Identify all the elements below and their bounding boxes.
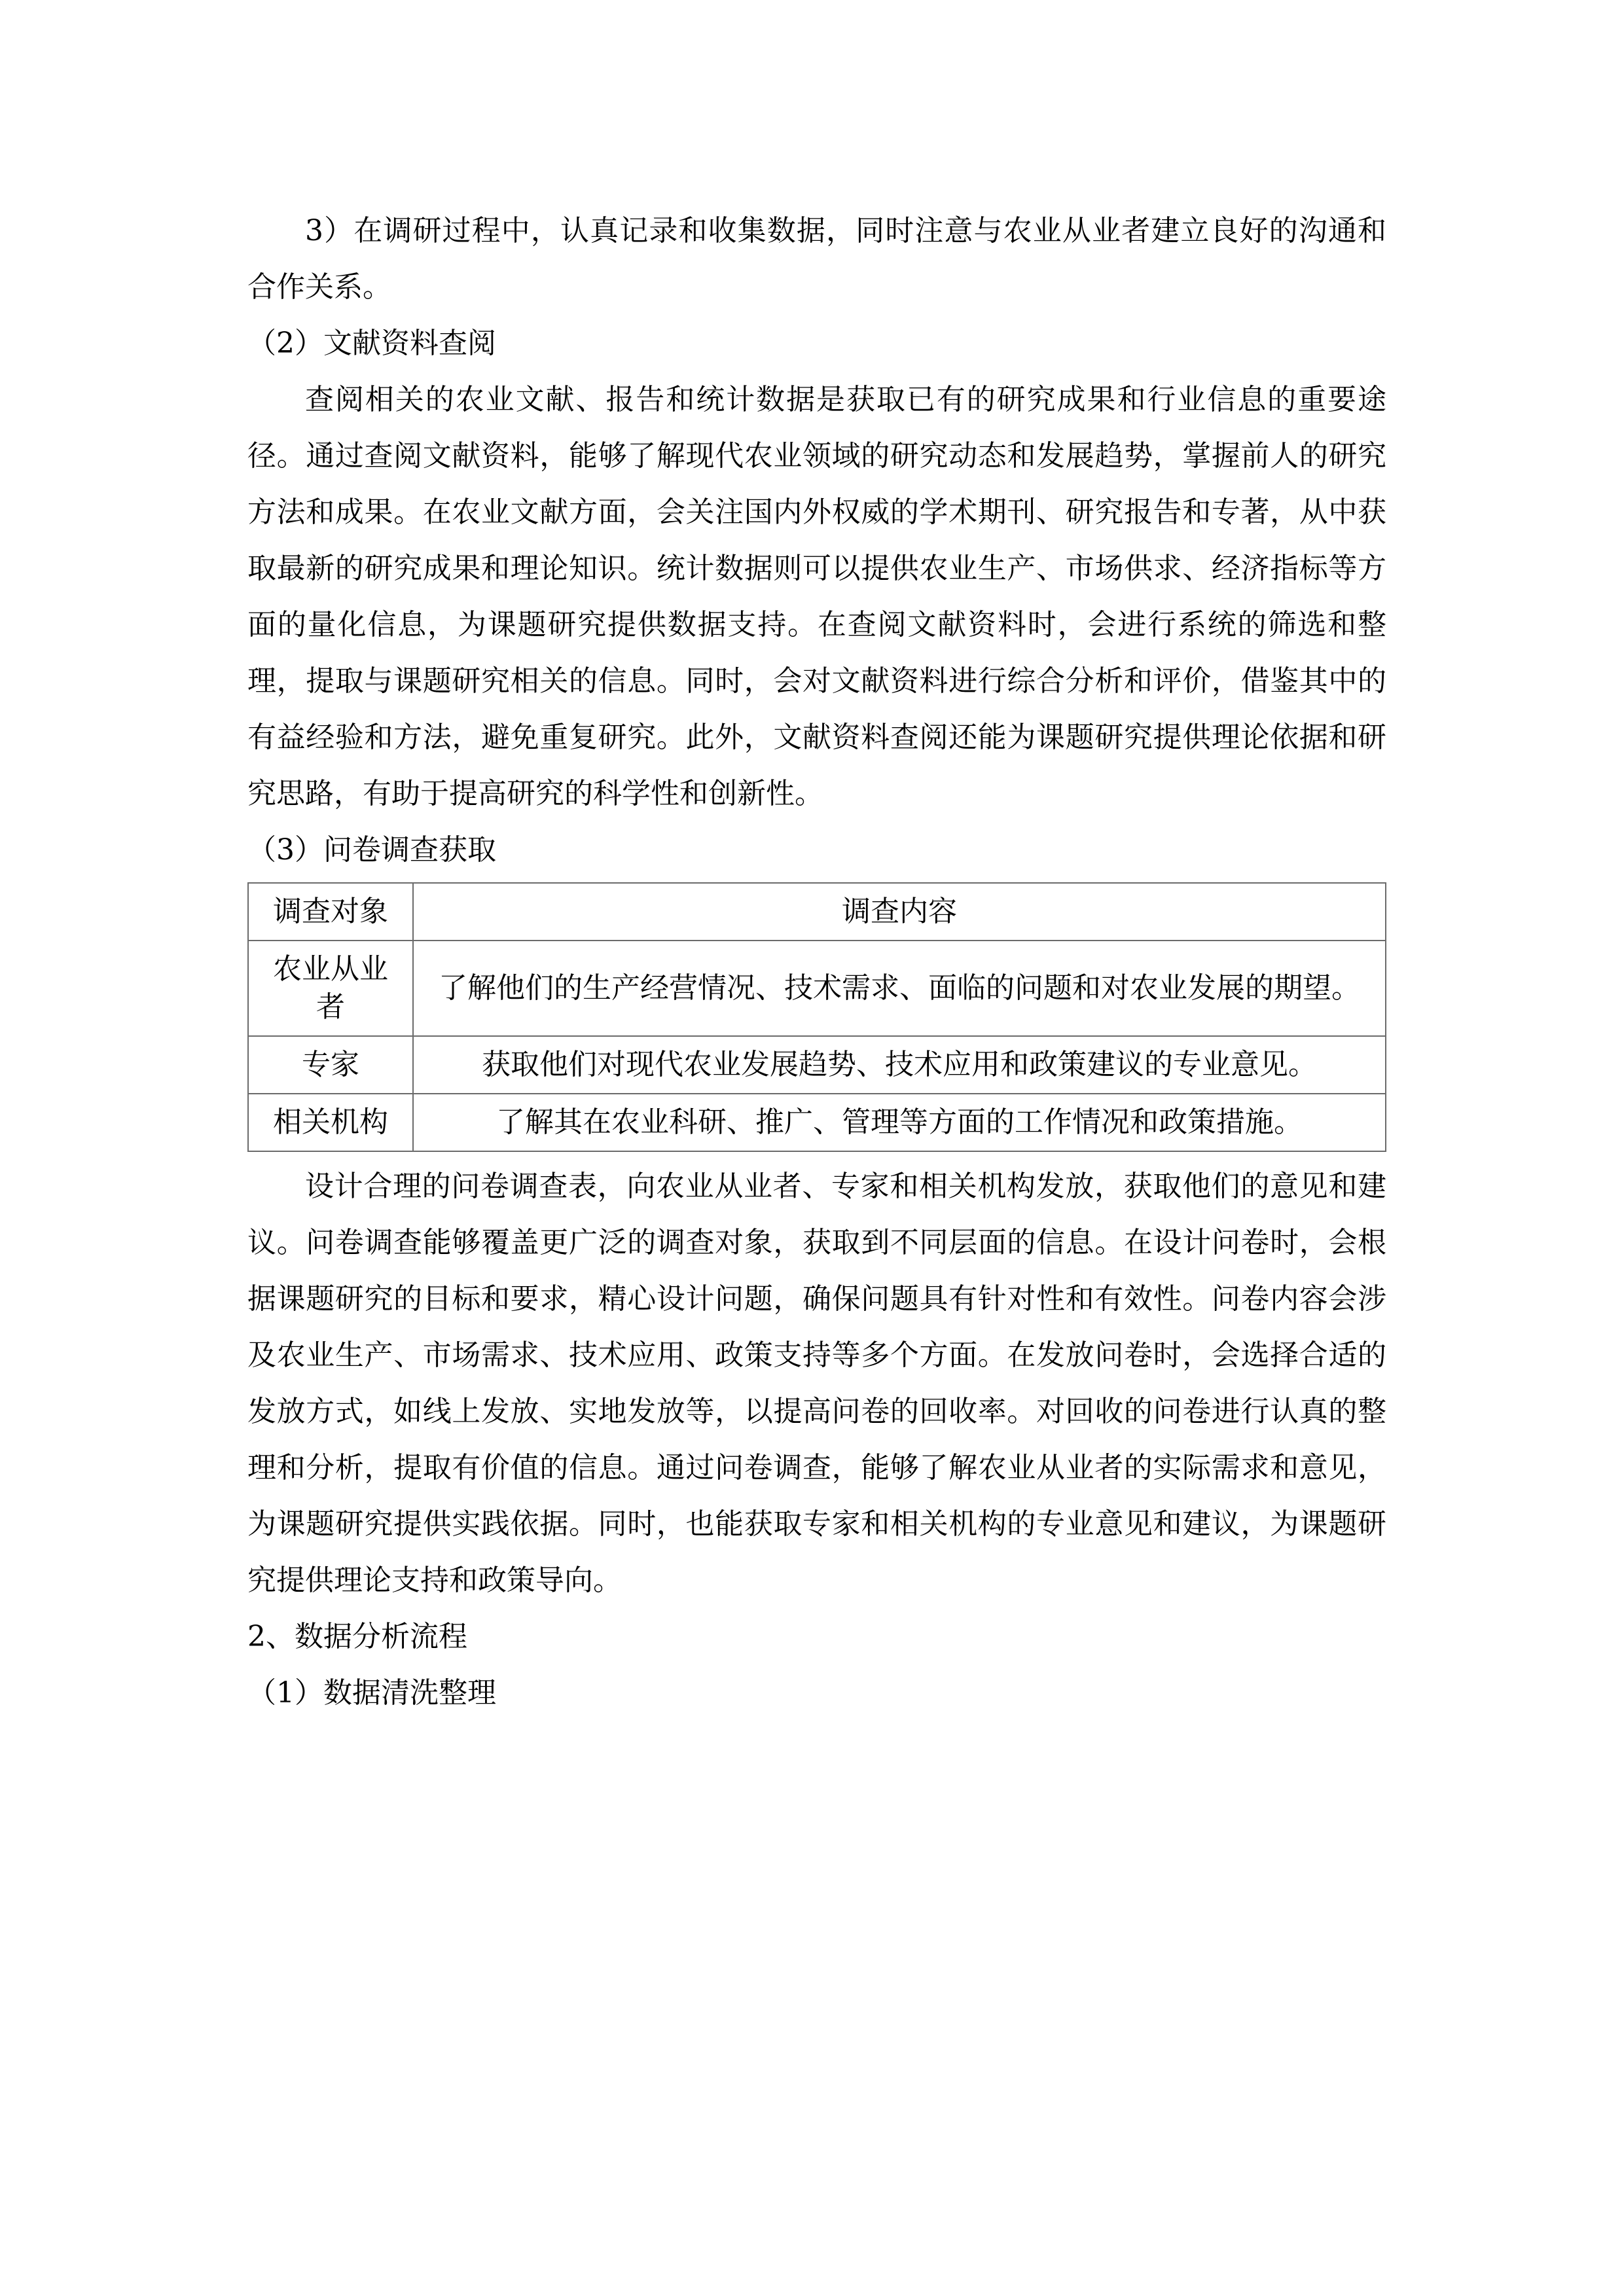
heading-data-analysis: 2、数据分析流程 (247, 1620, 467, 1653)
table-cell-object: 专家 (248, 1036, 413, 1094)
table-cell-content: 获取他们对现代农业发展趋势、技术应用和政策建议的专业意见。 (413, 1036, 1386, 1094)
table-cell-object: 农业从业者 (248, 941, 413, 1036)
table-cell-content: 了解其在农业科研、推广、管理等方面的工作情况和政策措施。 (413, 1094, 1386, 1151)
paragraph-questionnaire: 设计合理的问卷调查表，向农业从业者、专家和相关机构发放，获取他们的意见和建议。问卷调查能够覆盖更广泛的调查对象，获取到不同层面的信息。在设计问卷时，会根据课题研究的目标和要求，精心设计问题，确保问题具有针对性和有效性。问卷内容会涉及农业生产、市场需求、技术应用、政策支持等多个方面。在发放问卷时，会选择合适的发放方式，如线上发放、实地发放等，以提高问卷的回收率。对回收的问卷进行认真的整理和分析，提取有价值的信息。通过问卷调查，能够了解农业从业者的实际需求和意见，为课题研究提供实践依据。同时，也能获取专家和相关机构的专业意见和建议，为课题研究提供理论支持和政策导向。 (247, 1170, 1386, 1597)
table-header-content: 调查内容 (413, 883, 1386, 941)
table-row (248, 1094, 1386, 1151)
heading-questionnaire: （3）问卷调查获取 (247, 833, 496, 867)
table-header-row (248, 883, 1386, 941)
heading-literature-review: （2）文献资料查阅 (247, 327, 496, 360)
table-cell-content: 了解他们的生产经营情况、技术需求、面临的问题和对农业发展的期望。 (413, 941, 1386, 1036)
document-page (247, 203, 1386, 1721)
heading-data-cleaning: （1）数据清洗整理 (247, 1676, 496, 1710)
paragraph-recording: 3）在调研过程中，认真记录和收集数据，同时注意与农业从业者建立良好的沟通和合作关系。 (247, 214, 1386, 304)
paragraph-literature-review: 查阅相关的农业文献、报告和统计数据是获取已有的研究成果和行业信息的重要途径。通过查阅文献资料，能够了解现代农业领域的研究动态和发展趋势，掌握前人的研究方法和成果。在农业文献方面，会关注国内外权威的学术期刊、研究报告和专著，从中获取最新的研究成果和理论知识。统计数据则可以提供农业生产、市场供求、经济指标等方面的量化信息，为课题研究提供数据支持。在查阅文献资料时，会进行系统的筛选和整理，提取与课题研究相关的信息。同时，会对文献资料进行综合分析和评价，借鉴其中的有益经验和方法，避免重复研究。此外，文献资料查阅还能为课题研究提供理论依据和研究思路，有助于提高研究的科学性和创新性。 (247, 383, 1386, 810)
survey-table (247, 882, 1386, 1152)
table-row (248, 941, 1386, 1036)
table-cell-object: 相关机构 (248, 1094, 413, 1151)
table-header-object: 调查对象 (248, 883, 413, 941)
table-row (248, 1036, 1386, 1094)
